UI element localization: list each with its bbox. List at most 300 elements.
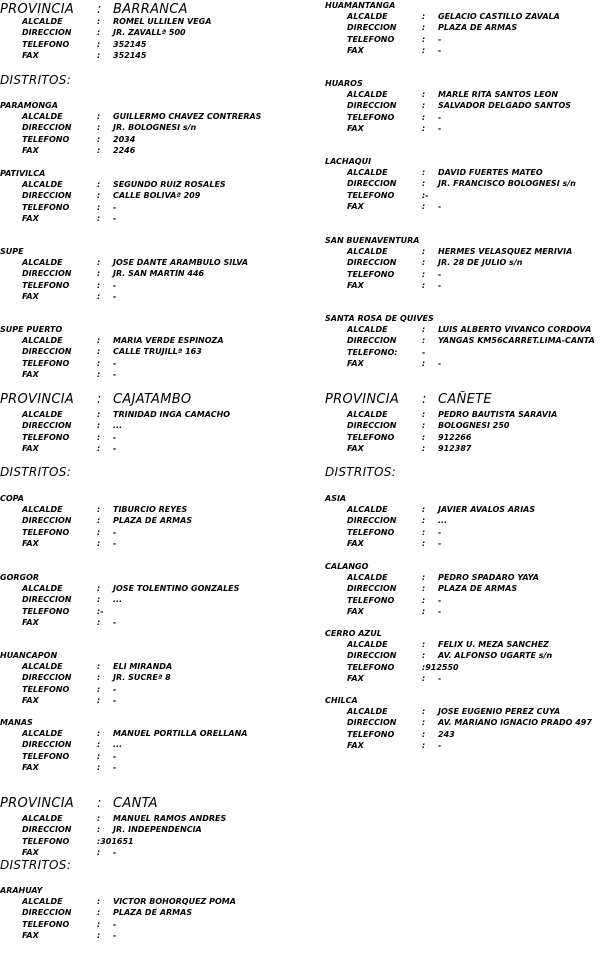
field-separator: : xyxy=(97,908,101,918)
field-separator: : xyxy=(422,168,426,177)
field-value: JR. SAN MARTIN 446 xyxy=(113,269,205,279)
field-separator: : xyxy=(422,258,426,268)
field-label: FAX xyxy=(347,280,364,290)
entry-block xyxy=(325,706,602,751)
contact-row xyxy=(325,201,602,212)
field-value: JR. ZAVALLª 500 xyxy=(113,28,186,38)
field-separator: : xyxy=(97,897,101,906)
contact-row xyxy=(325,11,602,22)
field-value: - xyxy=(113,280,117,290)
contact-row xyxy=(0,684,322,695)
field-value: JOSE EUGENIO PEREZ CUYA xyxy=(438,707,561,716)
field-label: TELEFONO xyxy=(22,527,70,537)
district-name: CHILCA xyxy=(325,696,358,705)
entry-block xyxy=(325,695,602,706)
field-label: DIRECCION xyxy=(22,123,72,133)
entry-block xyxy=(0,179,322,224)
field-label: ALCALDE xyxy=(347,90,388,99)
contact-row xyxy=(0,420,322,431)
entry-block xyxy=(0,246,322,257)
field-separator: : xyxy=(422,34,426,44)
contact-row xyxy=(325,662,602,673)
entry-block xyxy=(325,313,602,324)
field-label: TELEFONO xyxy=(347,729,395,739)
contact-row xyxy=(325,515,602,526)
field-value: JAVIER AVALOS ARIAS xyxy=(438,505,536,514)
field-label: TELEFONO xyxy=(347,662,395,672)
contact-row xyxy=(325,595,602,606)
entry-block xyxy=(325,156,602,167)
field-separator: : xyxy=(97,751,101,761)
contact-row xyxy=(325,706,602,717)
field-separator: : xyxy=(97,145,101,155)
field-separator: : xyxy=(422,101,426,111)
contact-row xyxy=(325,246,602,257)
contact-row xyxy=(0,672,322,683)
field-value: - xyxy=(438,123,442,133)
field-separator: : xyxy=(422,421,426,431)
field-label: FAX xyxy=(22,443,39,453)
field-value: PEDRO SPADARO YAYA xyxy=(438,573,539,582)
entry-block xyxy=(325,561,602,572)
entry-block xyxy=(0,257,322,302)
contact-row xyxy=(0,257,322,268)
contact-row xyxy=(325,347,602,358)
field-separator: : xyxy=(97,347,101,357)
field-label: DIRECCION xyxy=(22,421,72,431)
entry-block xyxy=(325,504,602,549)
field-label: DIRECCION xyxy=(347,336,397,346)
field-label: DIRECCION xyxy=(22,908,72,918)
contact-row xyxy=(0,346,322,357)
field-value: 912387 xyxy=(438,443,472,453)
field-label: ALCALDE xyxy=(22,662,63,671)
field-value: - xyxy=(113,443,117,453)
field-separator: : xyxy=(422,505,426,514)
contact-row xyxy=(0,527,322,538)
district-name: HUANCAPON xyxy=(0,651,58,660)
contact-row xyxy=(325,504,602,515)
entry-block xyxy=(0,885,322,896)
province-label: PROVINCIA xyxy=(325,392,400,407)
entry-block xyxy=(325,392,602,407)
field-value: PLAZA DE ARMAS xyxy=(438,584,518,594)
field-value: - xyxy=(113,202,117,212)
field-label: ALCALDE xyxy=(22,17,63,26)
field-separator: : xyxy=(97,134,101,144)
field-label: ALCALDE xyxy=(22,505,63,514)
entry-block xyxy=(325,246,602,291)
province-name: CAJATAMBO xyxy=(113,392,192,407)
field-separator: : xyxy=(97,191,101,201)
entry-block xyxy=(0,572,322,583)
field-label: FAX xyxy=(22,369,39,379)
field-value: - xyxy=(438,595,442,605)
field-value: ... xyxy=(113,740,123,750)
entry-block xyxy=(325,89,602,134)
field-label: FAX xyxy=(22,762,39,772)
entry-block xyxy=(325,572,602,617)
field-label: ALCALDE xyxy=(347,505,388,514)
field-label: TELEFONO xyxy=(347,527,395,537)
field-value: CALLE TRUJILLª 163 xyxy=(113,347,202,357)
field-value: - xyxy=(438,527,442,537)
field-value: ROMEL ULLILEN VEGA xyxy=(113,17,212,26)
field-label: DIRECCION xyxy=(347,651,397,661)
field-value: FELIX U. MEZA SANCHEZ xyxy=(438,640,549,649)
field-value: - xyxy=(438,358,442,368)
field-label: ALCALDE xyxy=(347,573,388,582)
contact-row xyxy=(325,100,602,111)
field-value: DAVID FUERTES MATEO xyxy=(438,168,543,177)
province-colon: : xyxy=(97,796,102,811)
field-value: VICTOR BOHORQUEZ POMA xyxy=(113,897,236,906)
entry-block xyxy=(0,16,322,61)
field-value: ... xyxy=(438,516,448,526)
contact-row xyxy=(325,572,602,583)
contact-row xyxy=(325,269,602,280)
district-name: GORGOR xyxy=(0,573,40,582)
field-value: AV. MARIANO IGNACIO PRADO 497 xyxy=(438,718,592,728)
field-label: ALCALDE xyxy=(22,410,63,419)
field-label: TELEFONO xyxy=(347,190,395,200)
contact-row xyxy=(325,639,602,650)
contact-row xyxy=(325,409,602,420)
field-value: MANUEL PORTILLA ORELLANA xyxy=(113,729,248,738)
field-separator: : xyxy=(422,201,426,211)
field-separator: : xyxy=(97,740,101,750)
field-value: - xyxy=(113,617,117,627)
province-colon: : xyxy=(97,2,102,17)
field-label: DIRECCION xyxy=(347,421,397,431)
contact-row xyxy=(0,695,322,706)
field-separator: : xyxy=(422,673,426,683)
contact-row xyxy=(0,504,322,515)
field-separator: : xyxy=(97,123,101,133)
field-label: FAX xyxy=(22,617,39,627)
entry-block xyxy=(0,168,322,179)
contact-row xyxy=(0,538,322,549)
field-label: ALCALDE xyxy=(22,584,63,593)
field-separator: : xyxy=(97,410,101,419)
entry-block xyxy=(325,0,602,11)
field-value: JR. BOLOGNESI s/n xyxy=(113,123,197,133)
field-label: TELEFONO xyxy=(22,684,70,694)
field-value: 243 xyxy=(438,729,455,739)
contact-row xyxy=(325,729,602,740)
contact-row xyxy=(0,268,322,279)
field-label: ALCALDE xyxy=(22,336,63,345)
field-separator: : xyxy=(422,707,426,716)
field-separator: : xyxy=(97,443,101,453)
field-value: CALLE BOLIVAª 209 xyxy=(113,191,201,201)
entry-block xyxy=(0,73,322,88)
contact-row xyxy=(325,34,602,45)
field-separator: : xyxy=(422,606,426,616)
field-label: DIRECCION xyxy=(347,23,397,33)
contact-row xyxy=(325,167,602,178)
field-separator: : xyxy=(97,584,101,593)
field-value: - xyxy=(113,538,117,548)
entry-block xyxy=(325,465,602,480)
field-value: - xyxy=(438,269,442,279)
province-label: PROVINCIA xyxy=(0,2,75,17)
field-label: FAX xyxy=(347,740,364,750)
field-value: - xyxy=(438,112,442,122)
contact-row xyxy=(325,606,602,617)
field-separator: : xyxy=(422,729,426,739)
field-value: - xyxy=(113,930,117,940)
field-value: SEGUNDO RUIZ ROSALES xyxy=(113,180,226,189)
field-separator: : xyxy=(422,573,426,582)
field-separator: : xyxy=(97,538,101,548)
entry-block xyxy=(0,2,322,17)
field-separator: : xyxy=(422,358,426,368)
field-value: 2246 xyxy=(113,145,136,155)
field-label: TELEFONO xyxy=(22,280,70,290)
districts-heading: DISTRITOS: xyxy=(325,465,397,479)
field-value: ... xyxy=(113,595,123,605)
field-label: DIRECCION xyxy=(347,179,397,189)
field-label: TELEFONO xyxy=(22,202,70,212)
field-label: ALCALDE xyxy=(347,325,388,334)
contact-row xyxy=(325,324,602,335)
contact-row xyxy=(0,930,322,941)
field-label: TELEFONO xyxy=(347,432,395,442)
field-label: FAX xyxy=(22,213,39,223)
field-value: JR. INDEPENDENCIA xyxy=(113,825,202,835)
field-separator: : xyxy=(97,269,101,279)
field-label: ALCALDE xyxy=(347,707,388,716)
contact-row xyxy=(0,896,322,907)
entry-block xyxy=(0,858,322,873)
field-value: PEDRO BAUTISTA SARAVIA xyxy=(438,410,558,419)
districts-heading: DISTRITOS: xyxy=(0,73,72,87)
contact-row xyxy=(0,606,322,617)
contact-row xyxy=(0,907,322,918)
field-value: - xyxy=(113,684,117,694)
field-value: 912266 xyxy=(438,432,472,442)
province-name: CAÑETE xyxy=(438,392,492,407)
contact-row xyxy=(325,45,602,56)
contact-row xyxy=(325,190,602,201)
field-separator: : xyxy=(97,336,101,345)
field-label: DIRECCION xyxy=(22,269,72,279)
field-value: - xyxy=(438,280,442,290)
contact-row xyxy=(325,717,602,728)
field-separator: : xyxy=(97,695,101,705)
field-label: FAX xyxy=(347,358,364,368)
field-label: TELEFONO xyxy=(347,34,395,44)
field-separator: : xyxy=(422,443,426,453)
contact-row xyxy=(325,673,602,684)
entry-block xyxy=(325,493,602,504)
field-label: ALCALDE xyxy=(347,168,388,177)
field-label: DIRECCION xyxy=(347,101,397,111)
field-label: TELEFONO xyxy=(22,606,70,616)
field-label: DIRECCION xyxy=(347,516,397,526)
field-label: TELEFONO xyxy=(22,836,70,846)
field-value: LUIS ALBERTO VIVANCO CORDOVA xyxy=(438,325,592,334)
field-separator: : xyxy=(97,814,101,823)
entry-block xyxy=(325,11,602,56)
field-label: FAX xyxy=(347,201,364,211)
contact-row xyxy=(325,280,602,291)
field-separator: : xyxy=(97,17,101,26)
district-name: SUPE PUERTO xyxy=(0,325,63,334)
contact-row xyxy=(0,291,322,302)
field-separator: : xyxy=(97,527,101,537)
field-separator: : xyxy=(97,28,101,38)
field-value: MANUEL RAMOS ANDRES xyxy=(113,814,227,823)
field-value: - xyxy=(438,45,442,55)
field-value: - xyxy=(438,740,442,750)
province-label: PROVINCIA xyxy=(0,796,75,811)
district-name: CALANGO xyxy=(325,562,369,571)
field-label: TELEFONO xyxy=(347,112,395,122)
entry-block xyxy=(0,717,322,728)
field-separator: : xyxy=(97,213,101,223)
contact-row xyxy=(325,443,602,454)
entry-block xyxy=(0,796,322,811)
field-label: DIRECCION xyxy=(22,347,72,357)
field-value: - xyxy=(438,538,442,548)
contact-row xyxy=(0,111,322,122)
field-label: ALCALDE xyxy=(22,258,63,267)
province-label: PROVINCIA xyxy=(0,392,75,407)
entry-block xyxy=(0,583,322,628)
field-separator: : xyxy=(422,247,426,256)
contact-row xyxy=(0,335,322,346)
field-label: DIRECCION xyxy=(347,584,397,594)
field-separator: : xyxy=(422,640,426,649)
entry-block xyxy=(325,639,602,684)
field-label: DIRECCION xyxy=(22,740,72,750)
contact-row xyxy=(0,280,322,291)
field-separator: : xyxy=(422,112,426,122)
contact-row xyxy=(0,179,322,190)
entry-block xyxy=(325,78,602,89)
entry-block xyxy=(0,409,322,454)
field-separator: : xyxy=(97,50,101,60)
district-name: MANAS xyxy=(0,718,33,727)
entry-block xyxy=(0,896,322,941)
contact-row xyxy=(0,919,322,930)
field-separator: : xyxy=(422,90,426,99)
contact-row xyxy=(0,739,322,750)
field-separator: : xyxy=(97,258,101,267)
field-label: TELEFONO xyxy=(22,134,70,144)
field-separator: : xyxy=(422,23,426,33)
field-separator: : xyxy=(97,595,101,605)
district-name: PARAMONGA xyxy=(0,101,58,110)
field-value: YANGAS KM56CARRET.LIMA-CANTA xyxy=(438,336,595,346)
contact-row xyxy=(0,213,322,224)
field-separator: : xyxy=(422,584,426,594)
districts-heading: DISTRITOS: xyxy=(0,858,72,872)
contact-row xyxy=(0,358,322,369)
contact-row xyxy=(0,594,322,605)
field-label: TELEFONO: xyxy=(347,347,398,357)
entry-block xyxy=(325,235,602,246)
field-label: TELEFONO xyxy=(22,432,70,442)
field-separator: : xyxy=(422,179,426,189)
field-separator: : xyxy=(97,180,101,189)
contact-row xyxy=(0,27,322,38)
entry-block xyxy=(0,504,322,549)
field-value: - xyxy=(113,291,117,301)
field-value: JR. 28 DE JULIO s/n xyxy=(438,258,523,268)
field-value: JR. FRANCISCO BOLOGNESI s/n xyxy=(438,179,576,189)
entry-block xyxy=(0,335,322,380)
province-name: BARRANCA xyxy=(113,2,188,17)
contact-row xyxy=(0,50,322,61)
contact-row xyxy=(325,89,602,100)
contact-row xyxy=(0,134,322,145)
field-label: ALCALDE xyxy=(22,897,63,906)
field-separator: : xyxy=(97,684,101,694)
field-separator: : xyxy=(97,673,101,683)
field-separator: : xyxy=(422,123,426,133)
field-separator: : xyxy=(97,617,101,627)
entry-block xyxy=(0,465,322,480)
field-separator: : xyxy=(422,538,426,548)
field-separator: : xyxy=(97,762,101,772)
field-separator: : xyxy=(422,651,426,661)
field-value: ELI MIRANDA xyxy=(113,662,173,671)
district-name: LACHAQUI xyxy=(325,157,372,166)
province-heading xyxy=(0,796,322,811)
contact-row xyxy=(0,836,322,847)
province-colon: : xyxy=(97,392,102,407)
field-label: DIRECCION xyxy=(22,673,72,683)
field-separator: : xyxy=(97,825,101,835)
field-separator: : xyxy=(97,369,101,379)
field-separator: : xyxy=(97,516,101,526)
field-separator: - xyxy=(422,347,426,357)
field-value: AV. ALFONSO UGARTE s/n xyxy=(438,651,553,661)
field-label: FAX xyxy=(22,50,39,60)
field-value: - xyxy=(438,673,442,683)
field-label: TELEFONO xyxy=(22,358,70,368)
field-value: BOLOGNESI 250 xyxy=(438,421,510,431)
field-value: 352145 xyxy=(113,39,147,49)
field-value: PLAZA DE ARMAS xyxy=(113,908,193,918)
field-value: - xyxy=(113,695,117,705)
field-label: DIRECCION xyxy=(347,258,397,268)
field-label: DIRECCION xyxy=(22,595,72,605)
field-label: FAX xyxy=(22,930,39,940)
contact-row xyxy=(325,123,602,134)
field-label: FAX xyxy=(22,847,39,857)
field-value: MARIA VERDE ESPINOZA xyxy=(113,336,224,345)
field-label: FAX xyxy=(22,145,39,155)
field-separator: : xyxy=(422,595,426,605)
field-label: FAX xyxy=(347,443,364,453)
field-value: - xyxy=(438,201,442,211)
field-label: TELEFONO xyxy=(347,269,395,279)
contact-row xyxy=(0,617,322,628)
field-value: GELACIO CASTILLO ZAVALA xyxy=(438,12,560,21)
field-separator: : xyxy=(97,919,101,929)
field-value: - xyxy=(113,369,117,379)
field-label: FAX xyxy=(22,291,39,301)
field-separator: : xyxy=(97,112,101,121)
entry-block xyxy=(0,813,322,858)
field-label: DIRECCION xyxy=(22,28,72,38)
field-label: DIRECCION xyxy=(22,516,72,526)
contact-row xyxy=(0,443,322,454)
